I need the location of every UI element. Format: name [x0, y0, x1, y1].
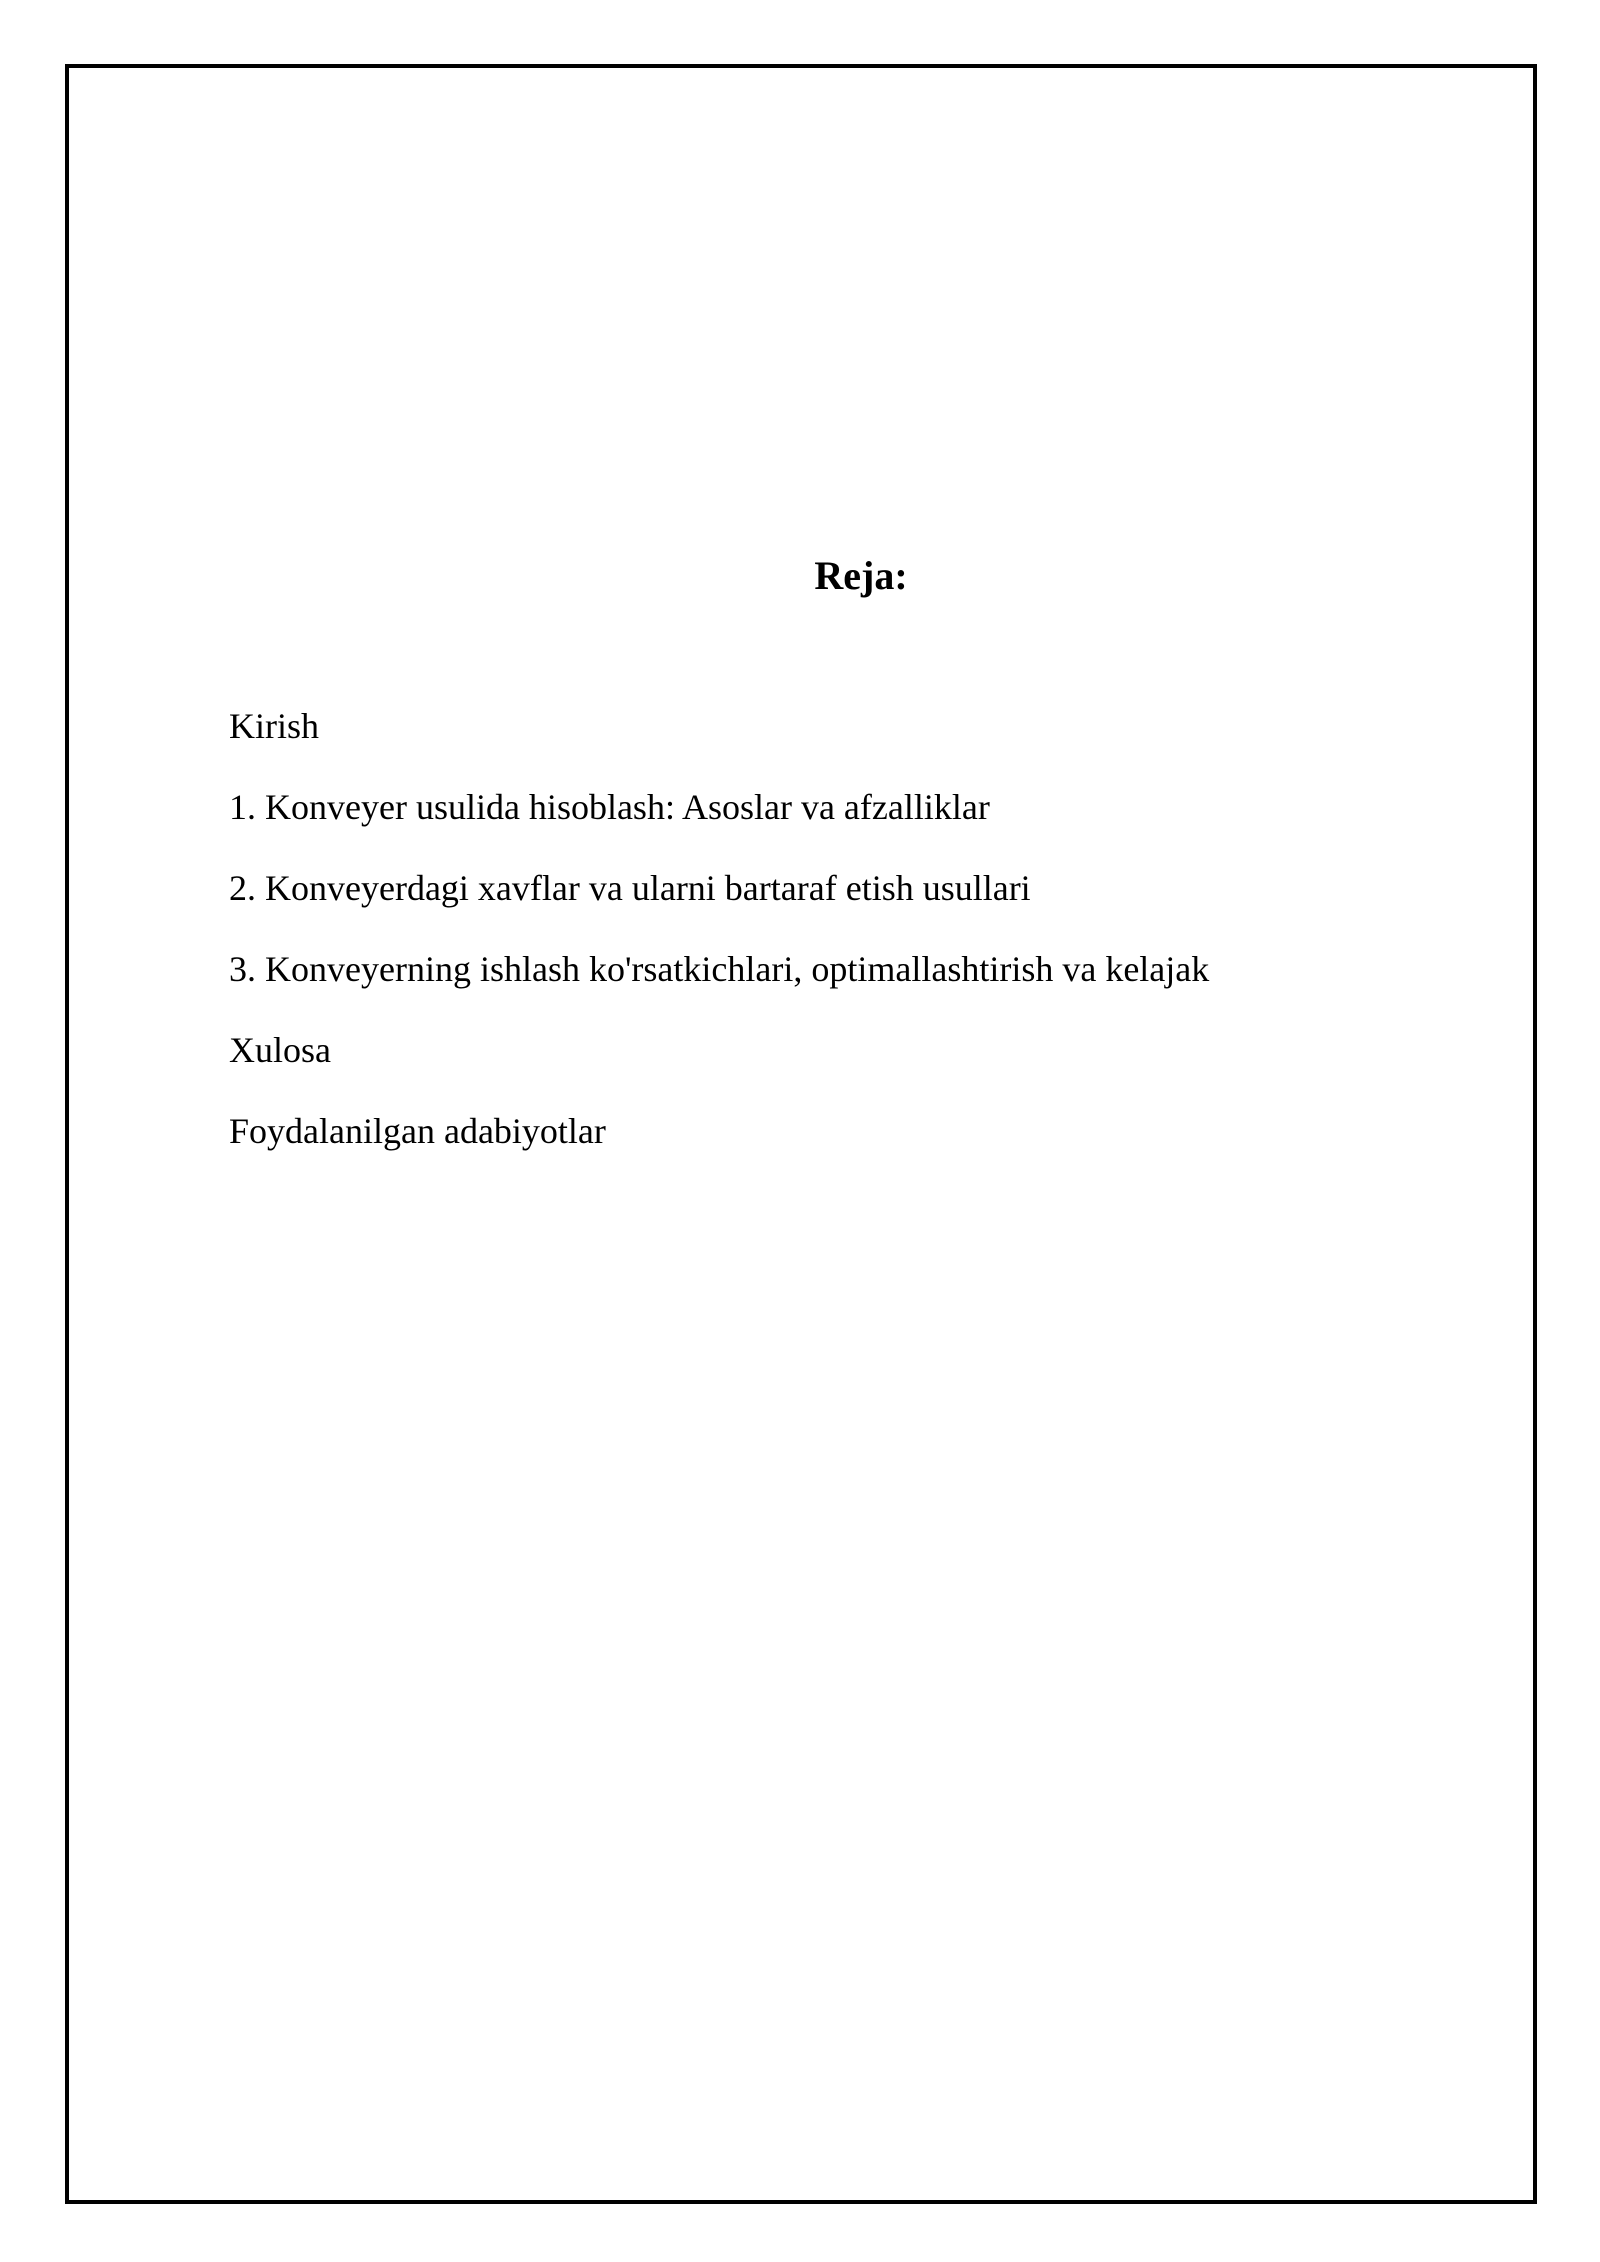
- table-of-contents: [229, 700, 1209, 1186]
- toc-item-references: Foydalanilgan adabiyotlar: [229, 1111, 606, 1151]
- toc-item-conclusion: Xulosa: [229, 1030, 331, 1070]
- toc-item-chapter-3: 3. Konveyerning ishlash ko'rsatkichlari, optimallashtirish va kelajak: [229, 949, 1210, 989]
- toc-item-chapter-2: 2. Konveyerdagi xavflar va ularni bartaraf etish usullari: [229, 868, 1031, 908]
- toc-item-chapter-1: 1. Konveyer usulida hisoblash: Asoslar va afzalliklar: [229, 787, 990, 827]
- page-title: Reja:: [814, 553, 908, 598]
- toc-item-introduction: Kirish: [229, 706, 319, 746]
